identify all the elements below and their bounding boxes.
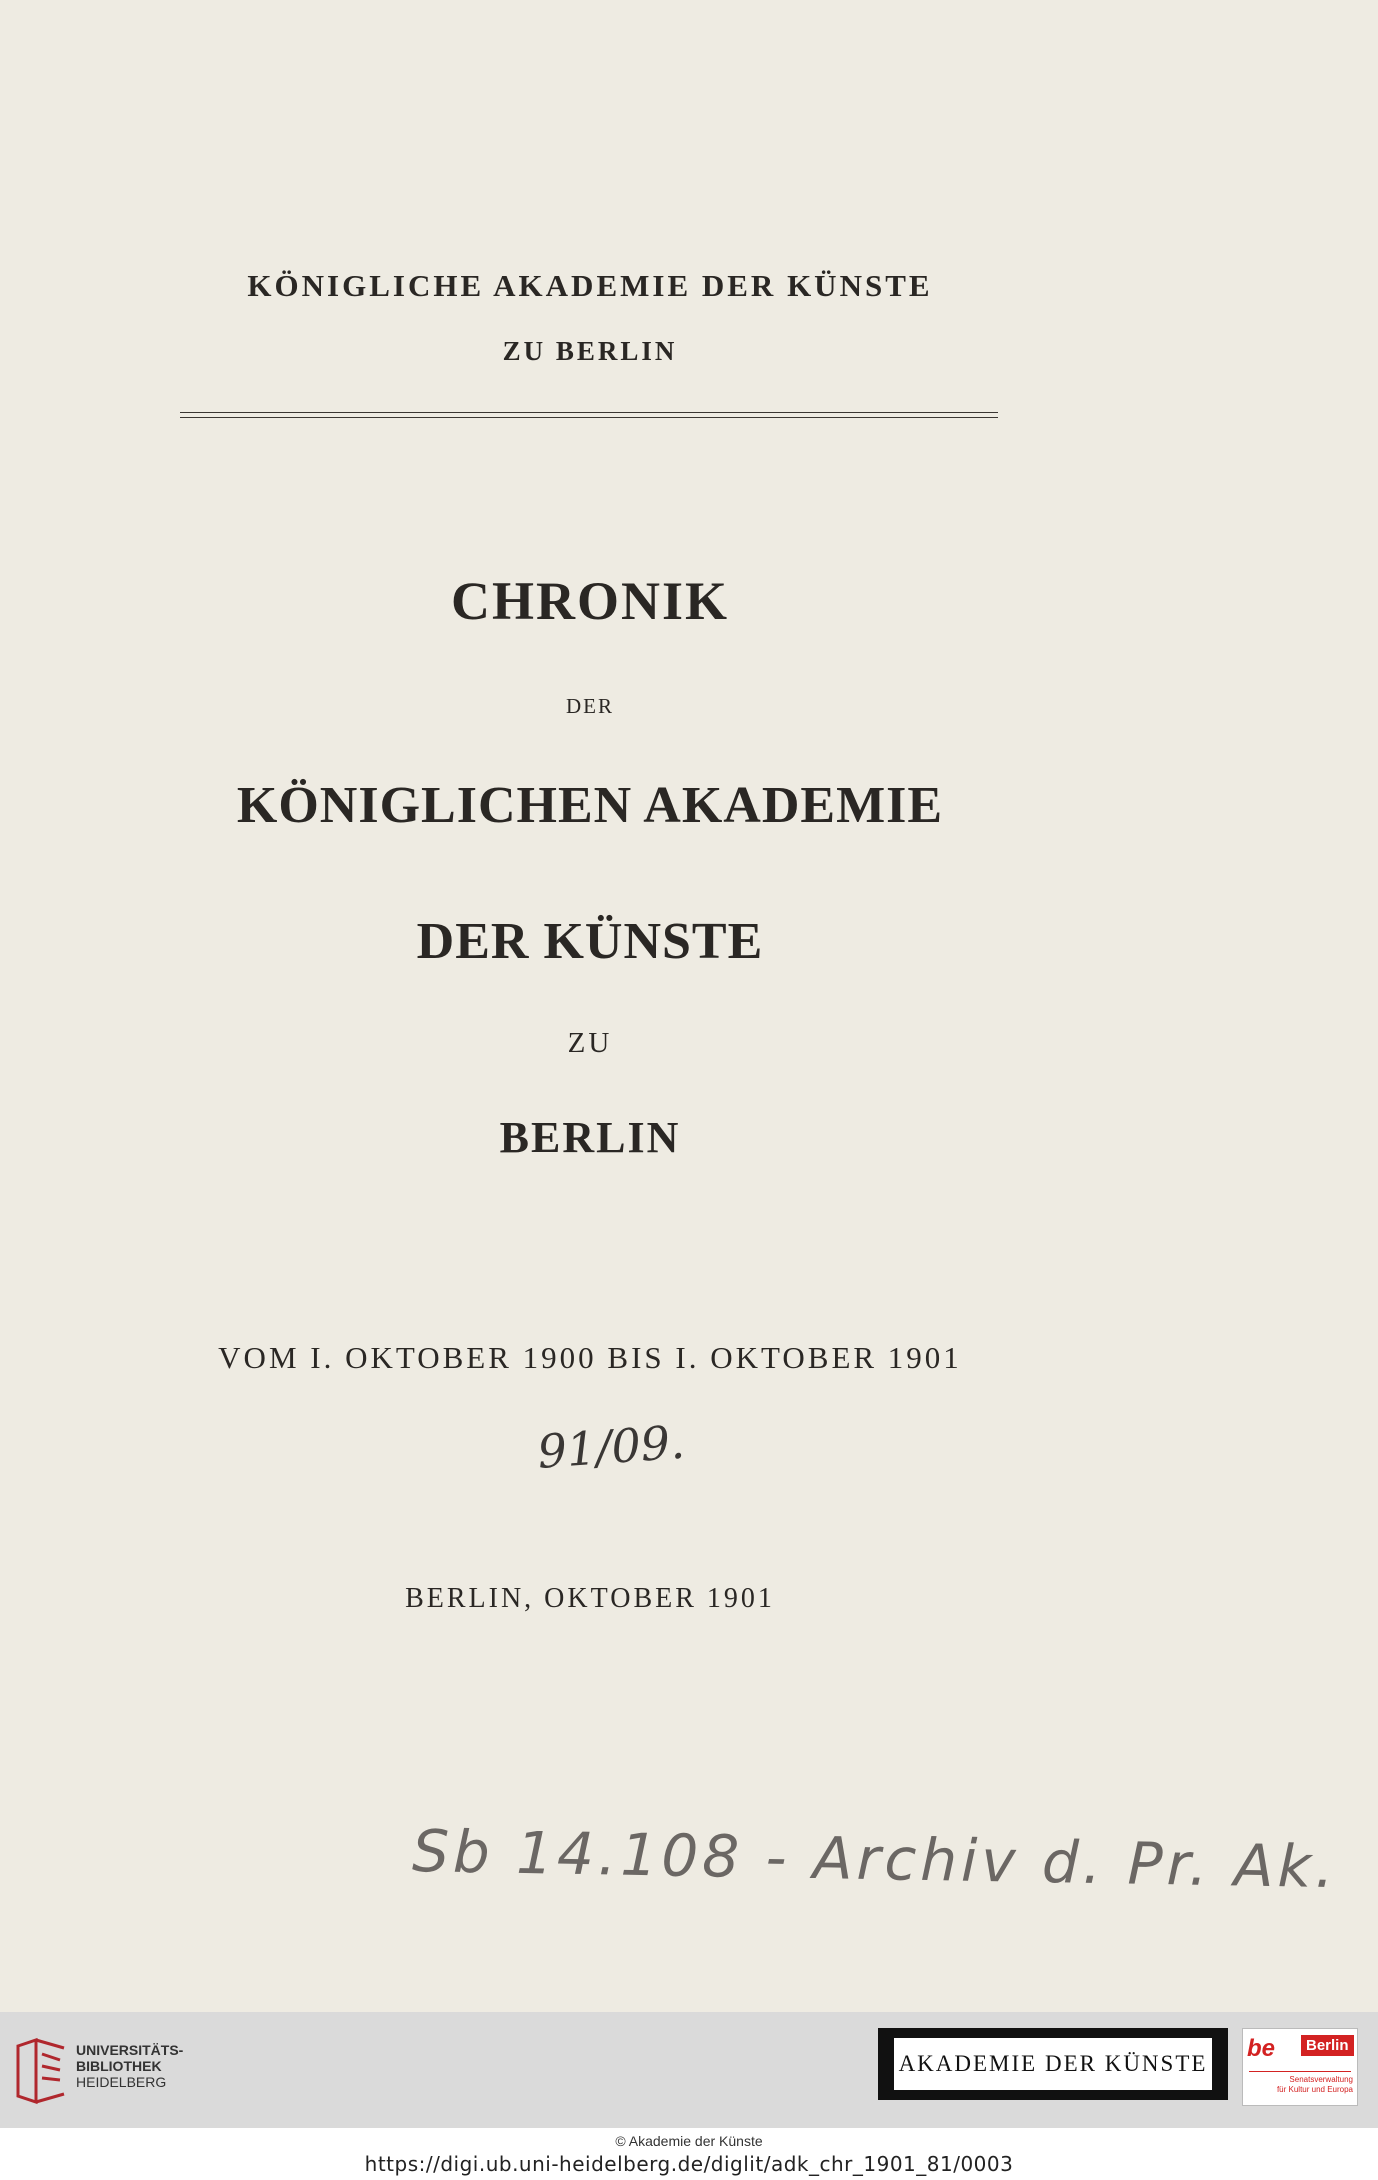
title-berlin: BERLIN [499, 1113, 681, 1162]
title-koeniglichen-akademie: KÖNIGLICHEN AKADEMIE [236, 777, 944, 834]
header-institution: KÖNIGLICHE AKADEMIE DER KÜNSTE [247, 268, 933, 303]
header-city: ZU BERLIN [502, 336, 678, 366]
title-zu: ZU [567, 1027, 613, 1059]
title-der-kuenste: DER KÜNSTE [416, 913, 764, 970]
be-logo-text: be [1247, 2035, 1276, 2062]
viewer-footer [0, 2012, 1378, 2128]
be-subtitle: Senatsverwaltung für Kultur und Europa [1276, 2075, 1353, 2094]
be-berlin-logo[interactable] [1242, 2028, 1358, 2106]
be-berlin-tag: Berlin [1301, 2035, 1354, 2056]
adk-logo[interactable] [878, 2028, 1228, 2100]
adk-logo-text: AKADEMIE DER KÜNSTE [894, 2038, 1212, 2090]
title-der: DER [566, 694, 614, 718]
divider [1249, 2071, 1351, 2072]
period-statement: VOM I. OKTOBER 1900 BIS I. OKTOBER 1901 [218, 1340, 962, 1375]
ub-heidelberg-logo-icon[interactable] [14, 2036, 68, 2106]
double-rule [180, 412, 998, 418]
ub-heidelberg-name: UNIVERSITÄTS- BIBLIOTHEK HEIDELBERG [76, 2042, 184, 2090]
title-chronik: CHRONIK [450, 571, 729, 631]
permalink-url[interactable]: https://digi.ub.uni-heidelberg.de/diglit/adk_chr_1901_81/0003 [364, 2152, 1014, 2176]
handwritten-shelfmark: Sb 14.108 - Archiv d. Pr. Ak. [411, 1817, 1339, 1902]
copyright-notice: © Akademie der Künste [615, 2133, 763, 2149]
place-date: BERLIN, OKTOBER 1901 [405, 1583, 775, 1614]
handwritten-number: 91/09. [535, 1414, 687, 1479]
